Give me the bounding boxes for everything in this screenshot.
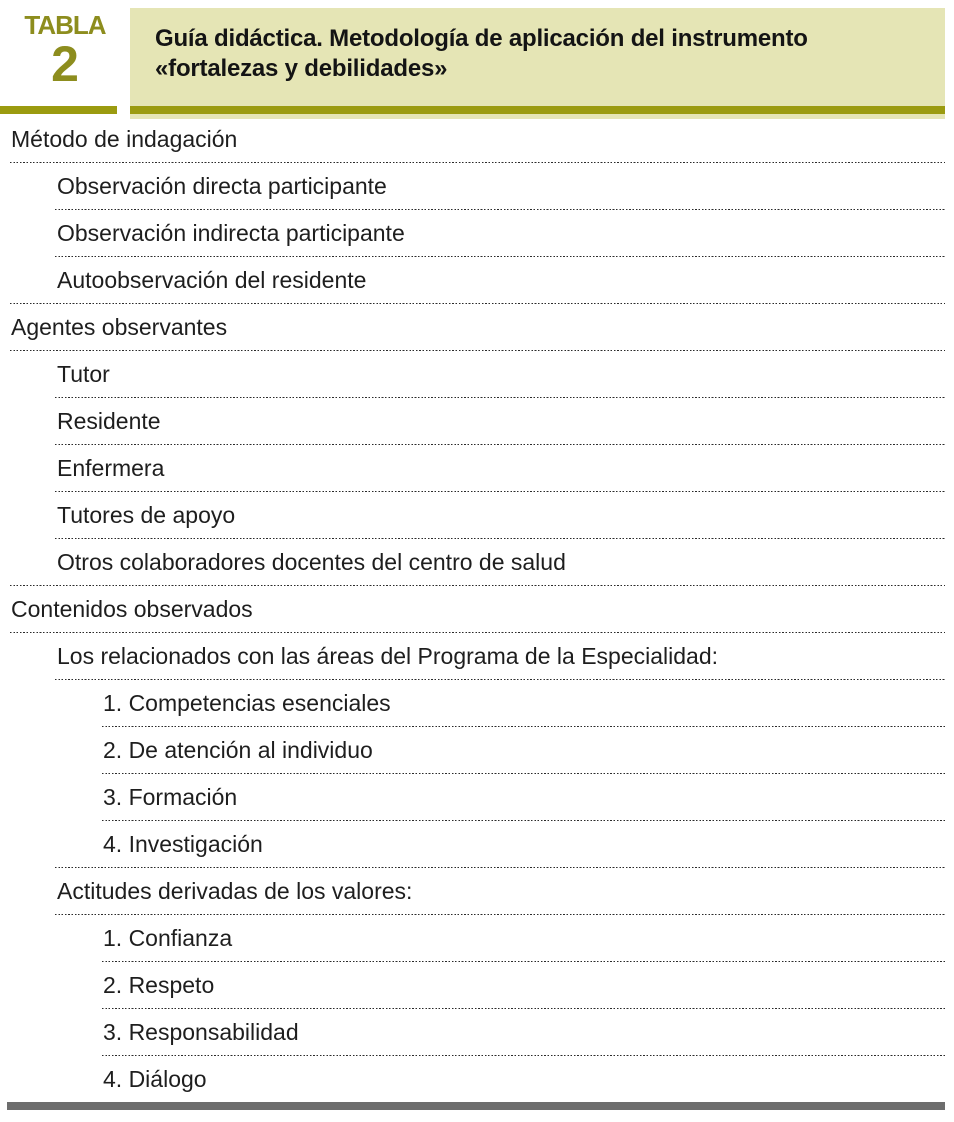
table-row xyxy=(0,586,954,632)
table-row xyxy=(0,304,954,350)
table-title-band xyxy=(130,8,945,119)
table-row xyxy=(0,821,954,867)
table-label-number: 2 xyxy=(51,36,79,92)
row-text: Observación indirecta participante xyxy=(57,219,405,246)
table-row xyxy=(0,633,954,679)
table-row xyxy=(0,351,954,397)
table-row xyxy=(0,398,954,444)
table-row xyxy=(0,1009,954,1055)
row-text: 3. Formación xyxy=(103,783,238,810)
row-text: Enfermera xyxy=(57,454,165,481)
table-row xyxy=(0,868,954,914)
row-text: 4. Diálogo xyxy=(103,1065,207,1092)
row-text: 1. Competencias esenciales xyxy=(103,689,391,716)
table-row xyxy=(0,492,954,538)
row-text: 2. De atención al individuo xyxy=(103,736,373,763)
row-text: Autoobservación del residente xyxy=(57,266,367,293)
header-rule-left xyxy=(0,106,117,114)
table-title-line1: Guía didáctica. Metodología de aplicación del instrumento xyxy=(155,25,808,52)
table-row xyxy=(0,116,954,162)
row-text: 1. Confianza xyxy=(103,924,233,951)
row-text: Tutor xyxy=(57,360,110,387)
table-row xyxy=(0,962,954,1008)
row-text: 4. Investigación xyxy=(103,830,263,857)
row-text: Agentes observantes xyxy=(11,313,228,340)
table-header xyxy=(0,0,954,116)
row-text: Tutores de apoyo xyxy=(57,501,236,528)
table-row xyxy=(0,727,954,773)
table-row xyxy=(0,257,954,303)
row-text: 2. Respeto xyxy=(103,971,215,998)
row-text: 3. Responsabilidad xyxy=(103,1018,299,1045)
table-row xyxy=(0,774,954,820)
table-label xyxy=(0,0,130,116)
row-text: Contenidos observados xyxy=(11,595,253,622)
table-row xyxy=(0,163,954,209)
table-title xyxy=(130,8,945,84)
row-text: Otros colaboradores docentes del centro de salud xyxy=(57,548,566,575)
row-text: Actitudes derivadas de los valores: xyxy=(57,877,413,904)
table-row xyxy=(0,1056,954,1102)
table-row xyxy=(0,210,954,256)
row-text: Residente xyxy=(57,407,161,434)
table-bottom-rule xyxy=(7,1102,945,1110)
row-text: Observación directa participante xyxy=(57,172,387,199)
table-row xyxy=(0,539,954,585)
row-text: Método de indagación xyxy=(11,125,238,152)
header-rule xyxy=(130,106,945,114)
table-label-word: TABLA xyxy=(24,10,106,40)
row-text: Los relacionados con las áreas del Programa de la Especialidad: xyxy=(57,642,719,669)
table-row xyxy=(0,915,954,961)
table-title-line2: «fortalezas y debilidades» xyxy=(155,55,448,82)
table-row xyxy=(0,445,954,491)
table-row xyxy=(0,680,954,726)
table-body xyxy=(0,116,954,1102)
